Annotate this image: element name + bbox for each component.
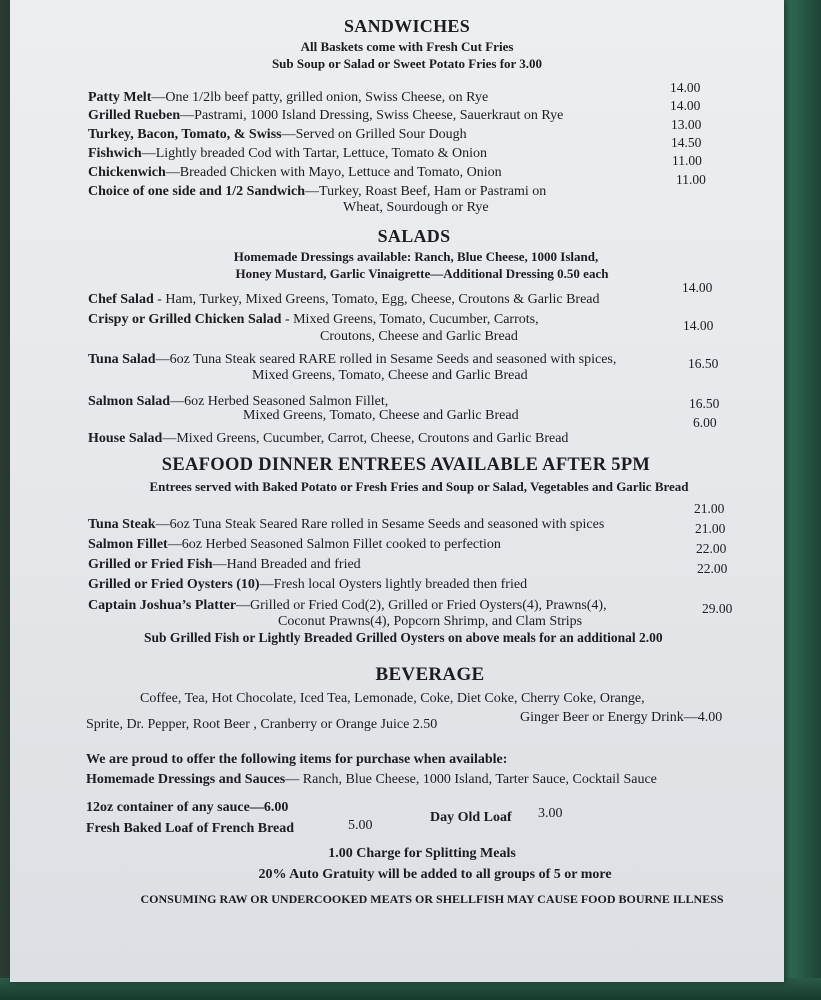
- menu-item: [88, 312, 539, 328]
- item-name: Crispy or Grilled Chicken Salad: [88, 312, 282, 327]
- item-description-continued: Wheat, Sourdough or Rye: [343, 200, 489, 215]
- beverage-list: Ginger Beer or Energy Drink—4.00: [520, 710, 723, 725]
- item-price: 21.00: [694, 501, 725, 516]
- item-price: 16.50: [688, 356, 719, 371]
- item-description: —Hand Breaded and fried: [212, 557, 361, 572]
- item-price: 13.00: [671, 117, 702, 132]
- menu-page: [10, 0, 784, 982]
- item-description-continued: Mixed Greens, Tomato, Cheese and Garlic Bread: [252, 368, 528, 383]
- item-price: 14.00: [683, 318, 714, 333]
- menu-item: [88, 557, 361, 573]
- item-price: 22.00: [696, 541, 727, 556]
- item-description: —Mixed Greens, Cucumber, Carrot, Cheese, Croutons and Garlic Bread: [162, 431, 569, 446]
- item-name: Chickenwich: [88, 165, 166, 180]
- item-description: —One 1/2lb beef patty, grilled onion, Swiss Cheese, on Rye: [151, 90, 489, 105]
- item-name: Grilled Rueben: [88, 108, 181, 123]
- menu-item: [88, 165, 502, 181]
- beverage-list: Coffee, Tea, Hot Chocolate, Iced Tea, Lemonade, Coke, Diet Coke, Cherry Coke, Orange,: [140, 691, 645, 706]
- menu-item: [88, 517, 604, 533]
- salads-note: Honey Mustard, Garlic Vinaigrette—Additional Dressing 0.50 each: [235, 266, 609, 281]
- menu-item: [88, 431, 568, 447]
- item-description: —6oz Herbed Seasoned Salmon Fillet cooked to perfection: [167, 537, 501, 552]
- item-price: 14.50: [671, 135, 702, 150]
- item-price: 14.00: [682, 280, 713, 295]
- seafood-note: Entrees served with Baked Potato or Fresh Fries and Soup or Salad, Vegetables and Garlic Bread: [149, 479, 689, 494]
- french-bread-price: 5.00: [348, 818, 373, 833]
- item-price: 14.00: [670, 80, 701, 95]
- item-price: 29.00: [702, 601, 733, 616]
- item-name: Fishwich: [88, 146, 142, 161]
- purchase-intro: We are proud to offer the following items for purchase when available:: [86, 752, 508, 767]
- purchase-dressings-label: Homemade Dressings and Sauces: [86, 772, 286, 787]
- beverage-heading: BEVERAGE: [375, 664, 485, 685]
- seafood-sub-note: Sub Grilled Fish or Lightly Breaded Grilled Oysters on above meals for an additional 2.00: [144, 630, 663, 645]
- day-old-price: 3.00: [538, 806, 563, 821]
- salads-heading: SALADS: [377, 226, 451, 246]
- item-name: Patty Melt: [88, 90, 152, 105]
- menu-item: [88, 146, 487, 162]
- sandwiches-heading: SANDWICHES: [343, 16, 471, 36]
- item-name: Tuna Steak: [88, 517, 156, 532]
- menu-item: [88, 90, 488, 106]
- item-price: 16.50: [689, 396, 720, 411]
- item-name: Grilled or Fried Fish: [88, 557, 213, 572]
- day-old-label: Day Old Loaf: [430, 810, 512, 825]
- item-description: —Lightly breaded Cod with Tartar, Lettuce, Tomato & Onion: [141, 146, 488, 161]
- item-price: 21.00: [695, 521, 726, 536]
- menu-item: [88, 577, 527, 593]
- menu-item: [88, 352, 616, 368]
- french-bread-label: Fresh Baked Loaf of French Bread: [86, 821, 295, 836]
- raw-food-warning: CONSUMING RAW OR UNDERCOOKED MEATS OR SHELLFISH MAY CAUSE FOOD BOURNE ILLNESS: [140, 892, 724, 906]
- item-name: Salmon Fillet: [88, 537, 168, 552]
- item-description: —6oz Tuna Steak seared RARE rolled in Sesame Seeds and seasoned with spices,: [155, 352, 617, 367]
- item-name: Captain Joshua’s Platter: [88, 598, 237, 613]
- item-name: Tuna Salad: [88, 352, 156, 367]
- gratuity-notice: 20% Auto Gratuity will be added to all groups of 5 or more: [258, 867, 612, 882]
- item-description: —6oz Tuna Steak Seared Rare rolled in Sesame Seeds and seasoned with spices: [155, 517, 605, 532]
- purchase-dressings: [86, 772, 657, 788]
- item-name: Grilled or Fried Oysters (10): [88, 577, 260, 592]
- item-description: —Grilled or Fried Cod(2), Grilled or Fried Oysters(4), Prawns(4),: [236, 598, 607, 613]
- item-name: Turkey, Bacon, Tomato, & Swiss: [88, 127, 282, 142]
- item-description: - Mixed Greens, Tomato, Cucumber, Carrots,: [281, 312, 539, 327]
- item-price: 14.00: [670, 98, 701, 113]
- menu-item: [88, 184, 546, 200]
- item-price: 22.00: [697, 561, 728, 576]
- item-description-continued: Croutons, Cheese and Garlic Bread: [320, 329, 518, 344]
- purchase-container: 12oz container of any sauce—6.00: [86, 800, 289, 815]
- item-description-continued: Mixed Greens, Tomato, Cheese and Garlic Bread: [243, 408, 519, 423]
- menu-item: [88, 292, 600, 308]
- item-price: 11.00: [676, 172, 706, 187]
- item-description: —6oz Herbed Seasoned Salmon Fillet,: [170, 394, 389, 409]
- item-name: House Salad: [88, 431, 163, 446]
- item-description: —Fresh local Oysters lightly breaded then fried: [259, 577, 528, 592]
- item-description-continued: Coconut Prawns(4), Popcorn Shrimp, and Clam Strips: [278, 614, 583, 629]
- purchase-dressings-desc: — Ranch, Blue Cheese, 1000 Island, Tarter Sauce, Cocktail Sauce: [285, 772, 657, 787]
- sandwiches-note: All Baskets come with Fresh Cut Fries: [300, 39, 514, 54]
- item-price: 11.00: [672, 153, 702, 168]
- item-description: —Pastrami, 1000 Island Dressing, Swiss Cheese, Sauerkraut on Rye: [180, 108, 564, 123]
- item-name: Choice of one side and 1/2 Sandwich: [88, 184, 306, 199]
- item-price: 6.00: [693, 415, 717, 430]
- item-description: —Served on Grilled Sour Dough: [281, 127, 467, 142]
- item-name: Chef Salad: [88, 292, 154, 307]
- menu-item: [88, 537, 501, 553]
- beverage-list: Sprite, Dr. Pepper, Root Beer , Cranberry or Orange Juice 2.50: [86, 717, 438, 732]
- item-description: - Ham, Turkey, Mixed Greens, Tomato, Egg, Cheese, Croutons & Garlic Bread: [153, 292, 600, 307]
- menu-item: [88, 598, 607, 614]
- splitting-charge: 1.00 Charge for Splitting Meals: [328, 846, 516, 861]
- menu-item: [88, 108, 563, 124]
- seafood-heading: SEAFOOD DINNER ENTREES AVAILABLE AFTER 5PM: [161, 455, 651, 475]
- sandwiches-note: Sub Soup or Salad or Sweet Potato Fries for 3.00: [271, 56, 543, 71]
- item-description: —Breaded Chicken with Mayo, Lettuce and Tomato, Onion: [165, 165, 502, 180]
- item-name: Salmon Salad: [88, 394, 171, 409]
- menu-item: [88, 127, 467, 143]
- item-description: —Turkey, Roast Beef, Ham or Pastrami on: [305, 184, 547, 199]
- salads-note: Homemade Dressings available: Ranch, Blue Cheese, 1000 Island,: [233, 249, 599, 264]
